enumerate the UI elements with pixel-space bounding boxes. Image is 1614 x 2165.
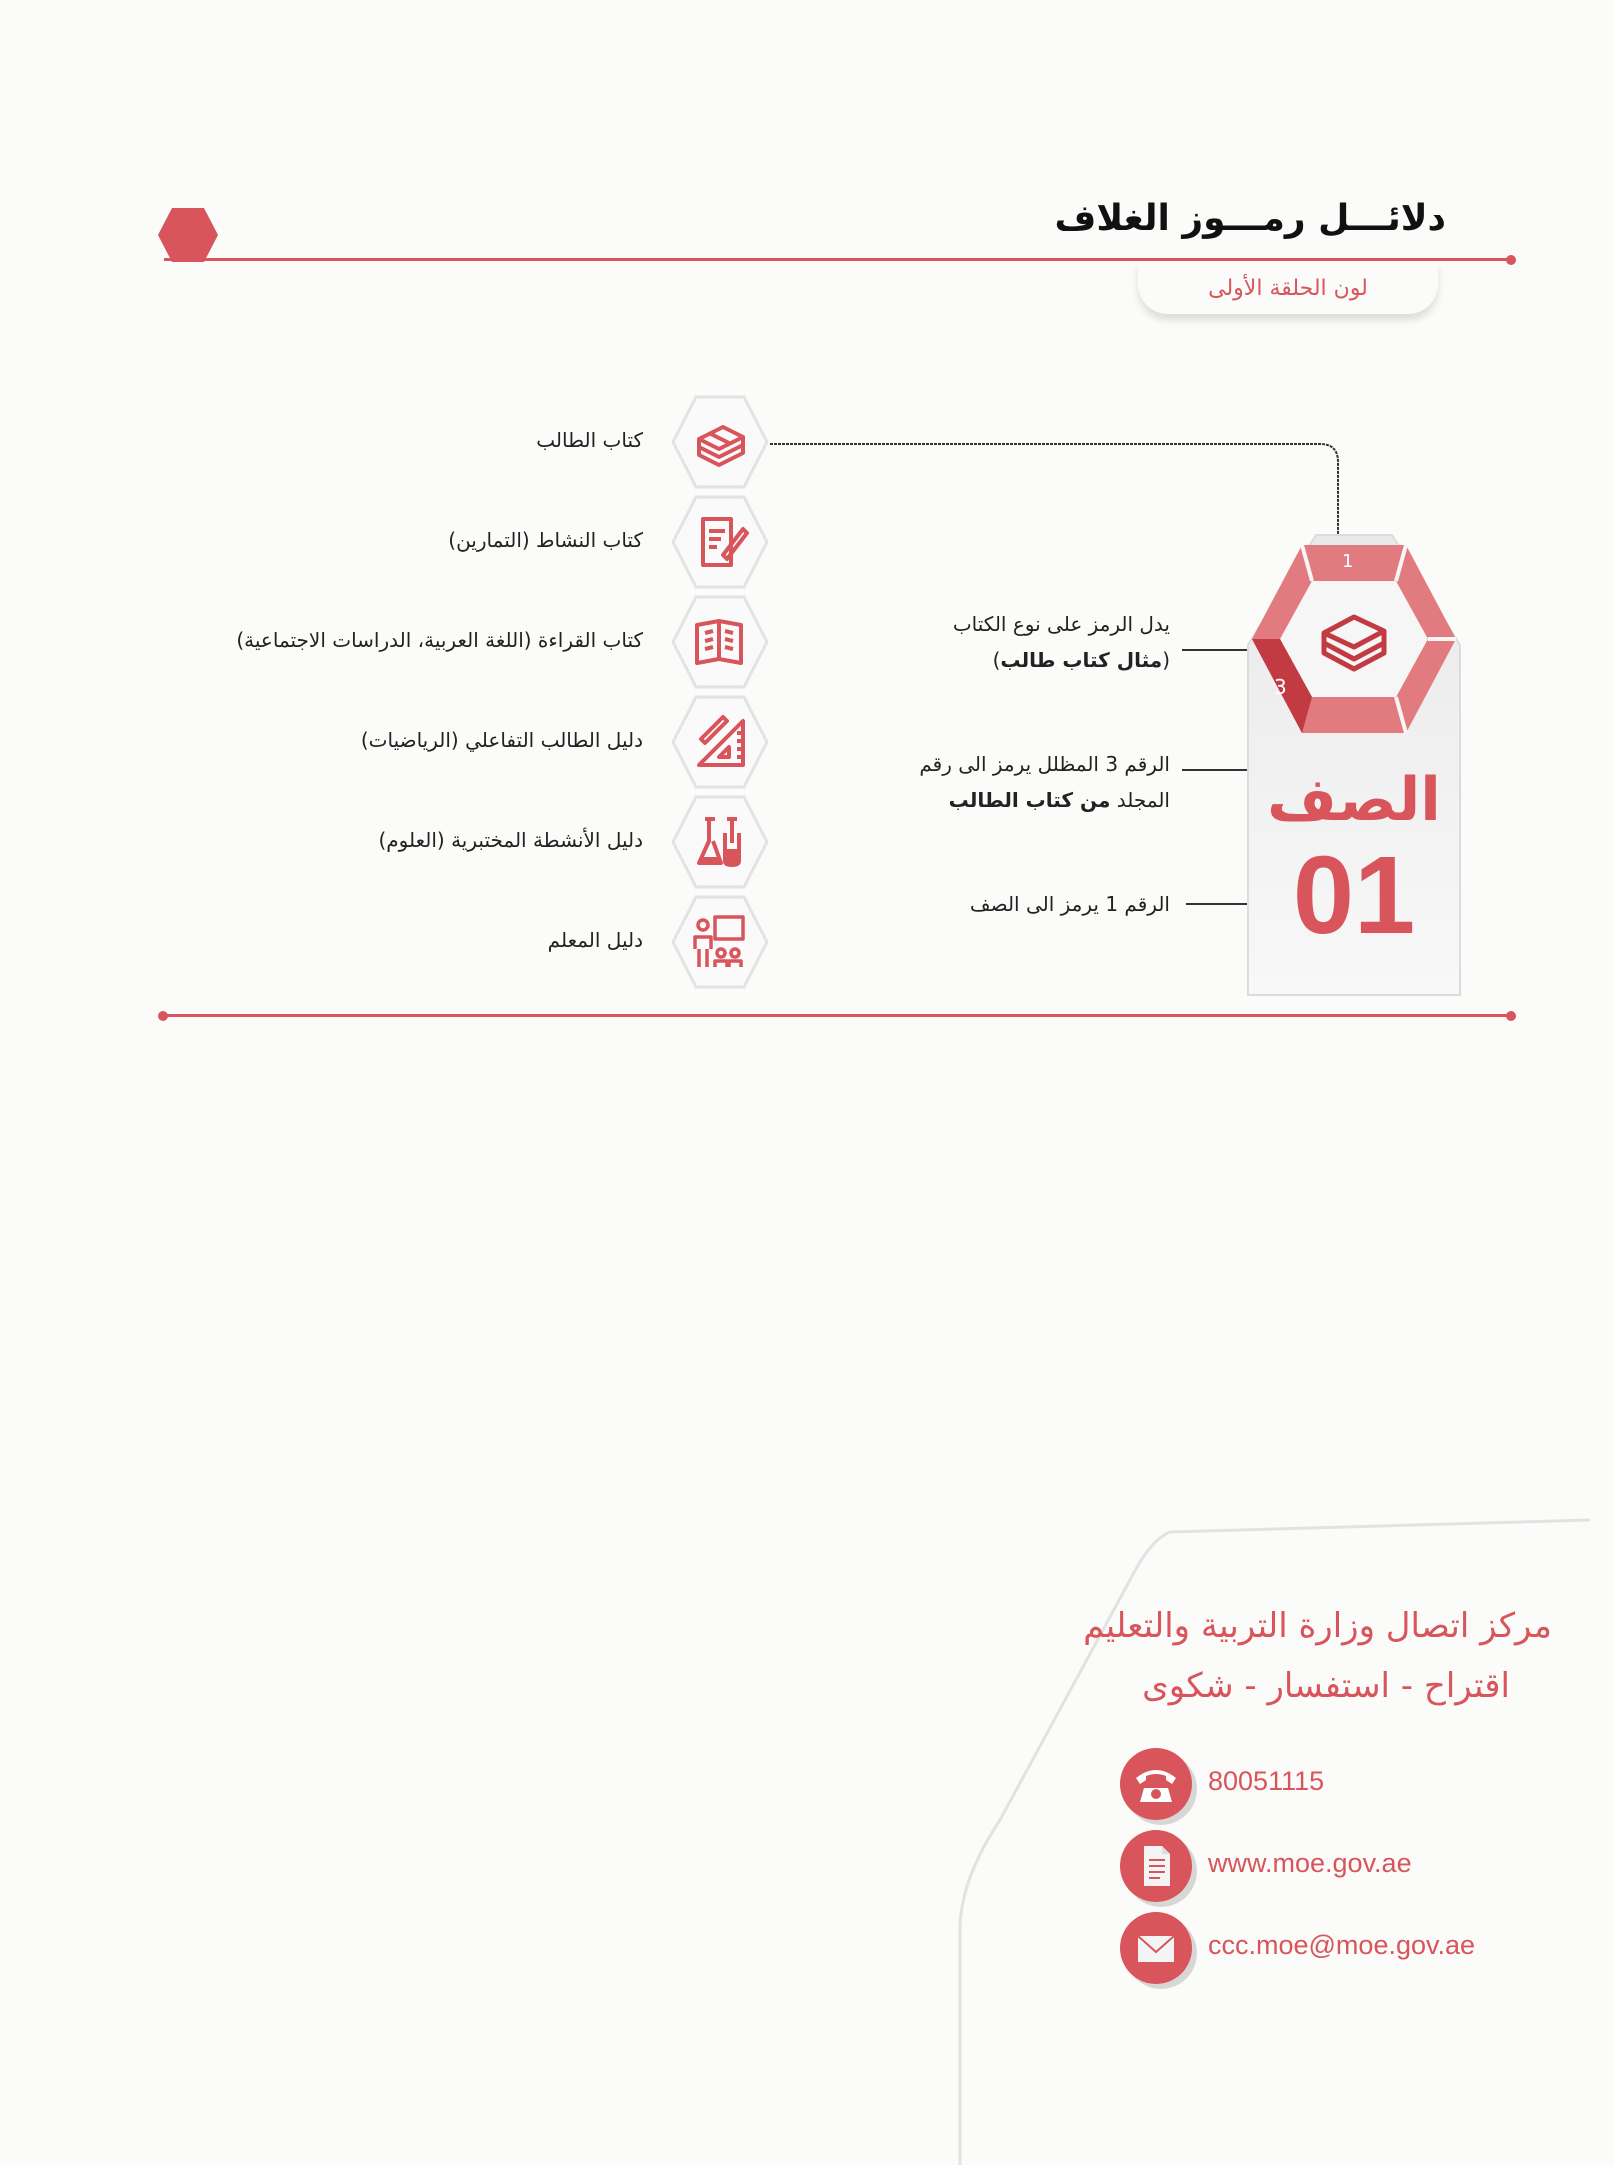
annotation-volume-bold: من كتاب الطالب [948,788,1111,812]
annotation-grade: الرقم 1 يرمز الى الصف [969,892,1170,916]
grade-word: الصف [1267,765,1441,835]
legend-label-student-book: كتاب الطالب [536,428,643,452]
envelope-glyph [1120,1912,1192,1984]
legend-label-lab-guide: دليل الأنشطة المختبرية (العلوم) [378,828,643,852]
ring-number-3: 3 [1274,675,1287,699]
phone-number[interactable]: 80051115 [1208,1766,1325,1796]
legend-label-teacher-guide: دليل المعلم [547,928,643,952]
ring-number-1: 1 [1342,551,1354,572]
phone-glyph [1120,1748,1192,1820]
contact-subtitle: اقتراح - استفسار - شكوى [1142,1666,1510,1706]
subtitle-text: لون الحلقة الأولى [1208,275,1368,301]
email-link[interactable]: ccc.moe@moe.gov.ae [1208,1930,1476,1960]
phone-icon [1120,1748,1192,1820]
document-glyph [1120,1830,1192,1902]
grade-number: 01 [1292,834,1416,957]
annotation-book-type-line2: (مثال كتاب طالب) [992,648,1170,672]
legend-label-reading-book: كتاب القراءة (اللغة العربية، الدراسات الاجتماعية) [236,628,643,652]
website-icon [1120,1830,1192,1902]
annotation-volume-line2: المجلد من كتاب الطالب [948,788,1170,812]
annotation-book-type-line1: يدل الرمز على نوع الكتاب [952,612,1170,636]
annotation-volume-line1: الرقم 3 المظلل يرمز الى رقم [919,752,1170,776]
website-link[interactable]: www.moe.gov.ae [1208,1848,1412,1878]
contact-title: مركز اتصال وزارة التربية والتعليم [1083,1606,1552,1646]
annotation-book-type-example: مثال كتاب طالب [1000,648,1163,672]
email-icon [1120,1912,1192,1984]
legend-label-activity-book: كتاب النشاط (التمارين) [448,528,643,552]
page-title: دلائـــل رمـــوز الغلاف [1054,198,1446,239]
legend-label-math-guide: دليل الطالب التفاعلي (الرياضيات) [360,728,643,752]
